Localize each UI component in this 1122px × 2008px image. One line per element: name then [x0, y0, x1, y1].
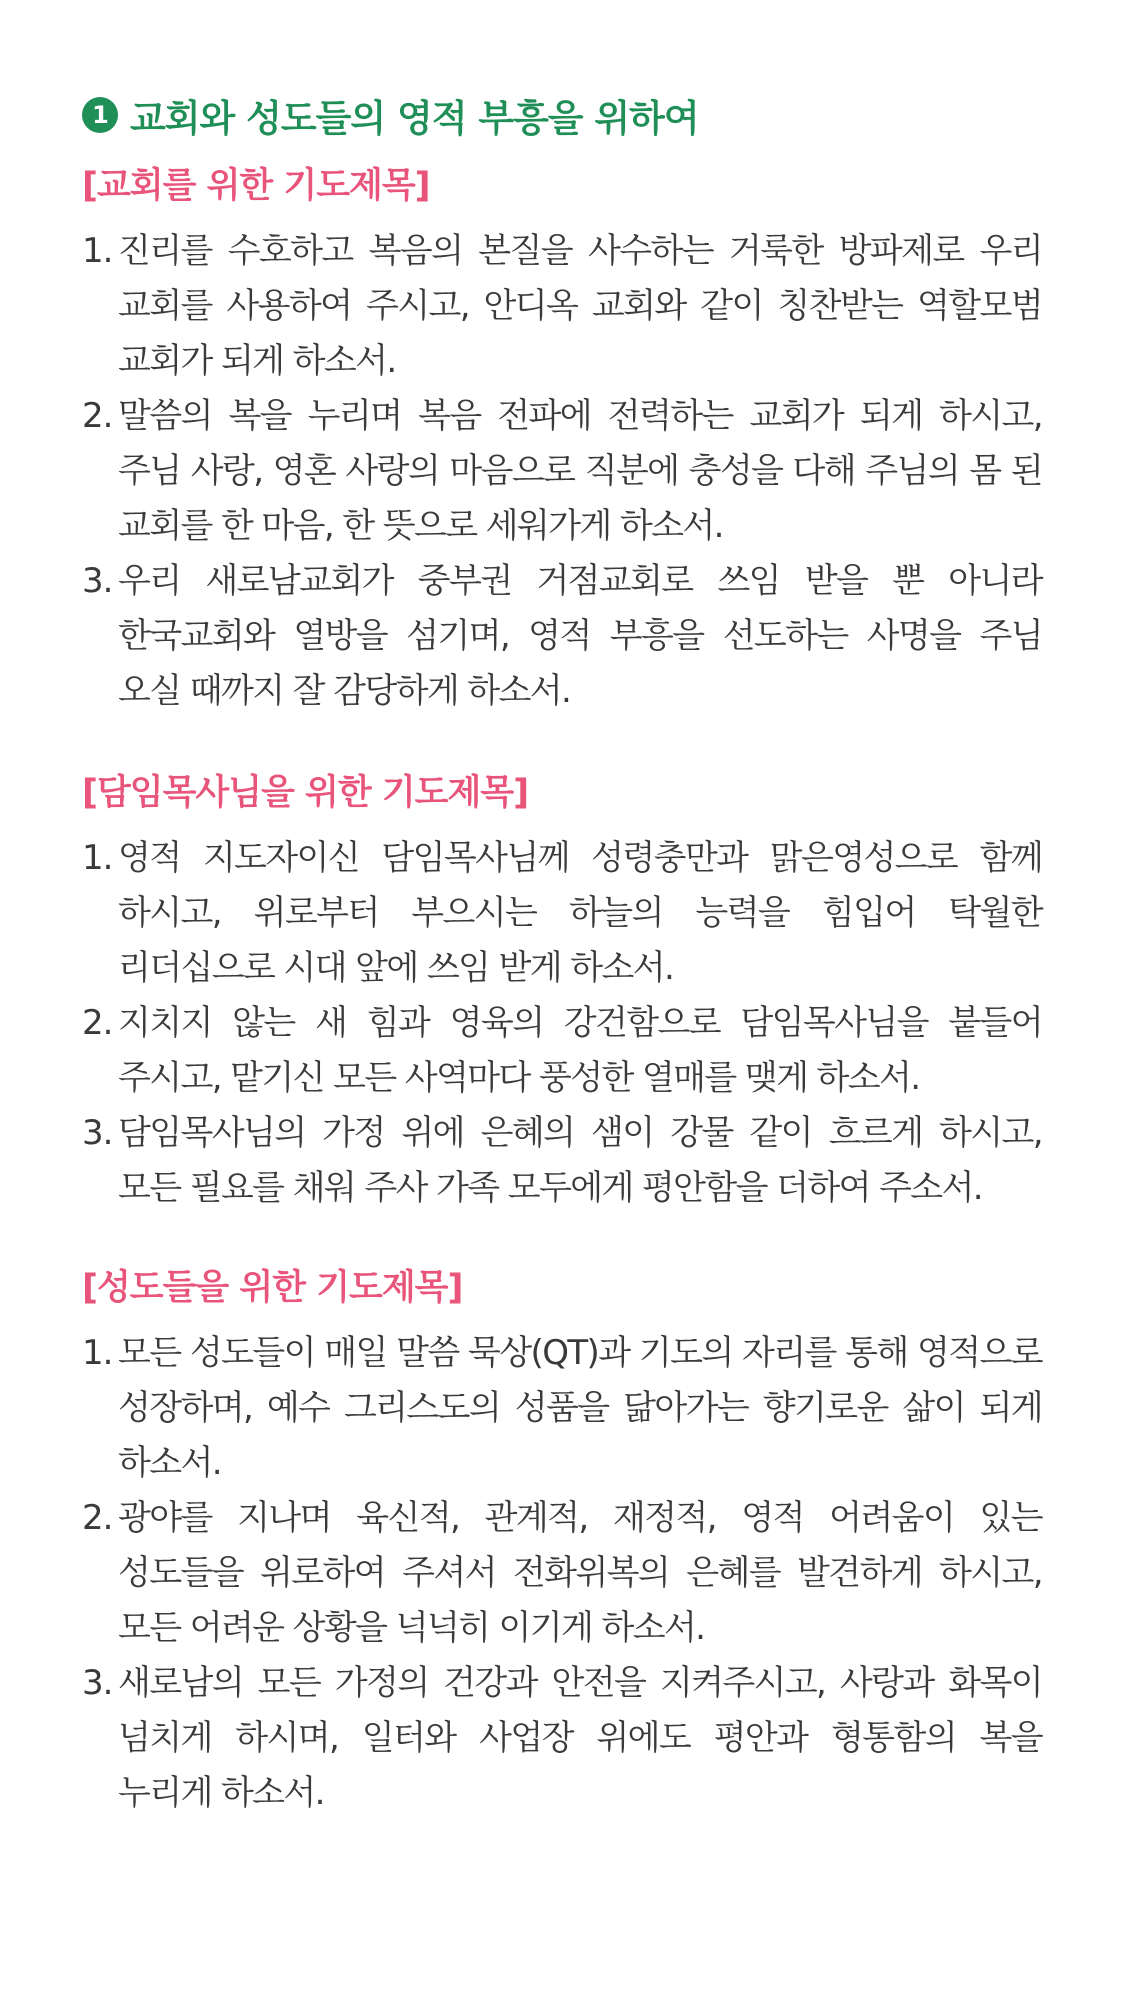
list-item — [82, 224, 1042, 389]
church-prayer-section — [82, 158, 1042, 719]
list-item — [82, 389, 1042, 554]
list-item — [82, 554, 1042, 719]
item-number: 2. — [82, 1003, 113, 1043]
list-item — [82, 1326, 1042, 1491]
item-number: 3. — [82, 1113, 113, 1153]
item-text: 우리 새로남교회가 중부권 거점교회로 쓰임 받을 뿐 아니라 한국교회와 열방을 섬기며, 영적 부흥을 선도하는 사명을 주님 오실 때까지 잘 감당하게 하소서. — [118, 561, 1042, 711]
item-text: 진리를 수호하고 복음의 본질을 사수하는 거룩한 방파제로 우리 교회를 사용하여 주시고, 안디옥 교회와 같이 칭찬받는 역할모범 교회가 되게 하소서. — [118, 231, 1042, 381]
item-text: 말씀의 복을 누리며 복음 전파에 전력하는 교회가 되게 하시고, 주님 사랑, 영혼 사랑의 마음으로 직분에 충성을 다해 주님의 몸 된 교회를 한 마음, 한 뜻으로 세워가게 하소서. — [118, 396, 1042, 546]
members-prayer-section — [82, 1260, 1042, 1821]
item-number: 1. — [82, 838, 113, 878]
list-item — [82, 1491, 1042, 1656]
list-item — [82, 1106, 1042, 1216]
item-text: 영적 지도자이신 담임목사님께 성령충만과 맑은영성으로 함께 하시고, 위로부터 부으시는 하늘의 능력을 힘입어 탁월한 리더십으로 시대 앞에 쓰임 받게 하소서. — [118, 838, 1042, 988]
list-item — [82, 996, 1042, 1106]
section-title: [교회를 위한 기도제목] — [82, 166, 430, 206]
item-number: 1. — [82, 1333, 113, 1373]
item-text: 지치지 않는 새 힘과 영육의 강건함으로 담임목사님을 붙들어 주시고, 맡기신 모든 사역마다 풍성한 열매를 맺게 하소서. — [118, 1003, 1042, 1098]
list-item — [82, 1656, 1042, 1821]
item-number: 3. — [82, 1663, 113, 1703]
item-text: 새로남의 모든 가정의 건강과 안전을 지켜주시고, 사랑과 화목이 넘치게 하시며, 일터와 사업장 위에도 평안과 형통함의 복을 누리게 하소서. — [118, 1663, 1042, 1813]
list-item — [82, 831, 1042, 996]
prayer-list — [82, 224, 1042, 719]
section-title: [담임목사님을 위한 기도제목] — [82, 773, 529, 813]
item-text: 모든 성도들이 매일 말씀 묵상(QT)과 기도의 자리를 통해 영적으로 성장하며, 예수 그리스도의 성품을 닮아가는 향기로운 삶이 되게 하소서. — [118, 1333, 1042, 1483]
prayer-list — [82, 1326, 1042, 1821]
heading-text: 교회와 성도들의 영적 부흥을 위하여 — [130, 97, 699, 140]
prayer-list — [82, 831, 1042, 1216]
item-text: 담임목사님의 가정 위에 은혜의 샘이 강물 같이 흐르게 하시고, 모든 필요를 채워 주사 가족 모두에게 평안함을 더하여 주소서. — [118, 1113, 1042, 1208]
item-number: 1. — [82, 231, 113, 271]
item-text: 광야를 지나며 육신적, 관계적, 재정적, 영적 어려움이 있는 성도들을 위로하여 주셔서 전화위복의 은혜를 발견하게 하시고, 모든 어려운 상황을 넉넉히 이기게 하소서. — [118, 1498, 1042, 1648]
item-number: 3. — [82, 561, 113, 601]
item-number: 2. — [82, 396, 113, 436]
heading-number-badge: 1 — [82, 97, 118, 133]
main-heading — [82, 88, 699, 142]
item-number: 2. — [82, 1498, 113, 1538]
pastor-prayer-section — [82, 765, 1042, 1216]
section-title: [성도들을 위한 기도제목] — [82, 1268, 463, 1308]
